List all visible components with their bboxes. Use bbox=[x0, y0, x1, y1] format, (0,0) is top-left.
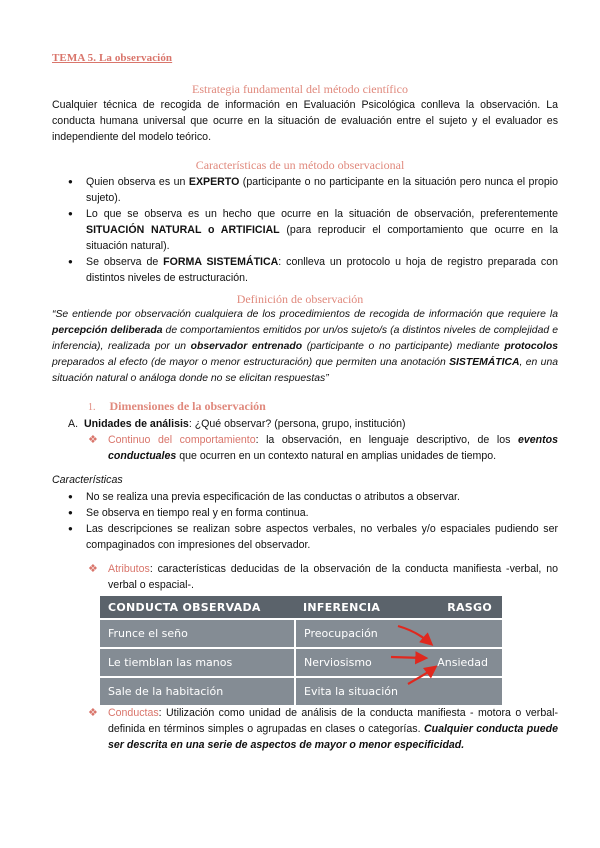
conducta-cell: Frunce el seño bbox=[100, 619, 295, 648]
atributos-paragraph: ❖ Atributos: características deducidas de la observación de la conducta manifiesta -verbal, no verbal o espacial-. bbox=[88, 563, 558, 591]
section-heading-definicion: Definición de observación bbox=[236, 292, 364, 306]
rasgo-cell: Ansiedad bbox=[437, 656, 488, 669]
header-rasgo: RASGO bbox=[447, 600, 492, 614]
table-header-row bbox=[100, 596, 502, 619]
numbered-heading-dimensiones: 1. Dimensiones de la observación bbox=[88, 399, 266, 413]
list-item: ● Lo que se observa es un hecho que ocurre en la situación de observación, preferentemente SITUACIÓN NATURAL o ARTIFICIAL (para reproducir el comportamiento que ocurre en la situación natural). bbox=[52, 206, 558, 254]
item-unidades-analisis: A. Unidades de análisis: ¿Qué observar? (persona, grupo, institución) bbox=[68, 418, 406, 430]
conducta-cell: Le tiemblan las manos bbox=[100, 648, 295, 677]
section-heading-caracteristicas: Características de un método observacional bbox=[195, 158, 405, 172]
section-heading-estrategia: Estrategia fundamental del método científico bbox=[192, 82, 408, 96]
conducta-cell: Sale de la habitación bbox=[100, 677, 295, 705]
inferencia-cell: Preocupación bbox=[295, 619, 502, 648]
definition-quote: “Se entiende por observación cualquiera de los procedimientos de recogida de información que requiere la percepción deliberada de comportamientos emitidos por un/os sujeto/s (a distintos niveles de complejidad e inferencia), realizada por un observador entrenado (participante o no participante) mediante protocolos preparados al efecto (de mayor o menor estructuración) que permiten una anotación SISTEMÁTICA, en una situación natural o análoga donde no se elicitan respuestas” bbox=[52, 309, 558, 384]
table-row bbox=[100, 677, 502, 705]
diamond-bullet-icon: ❖ bbox=[88, 707, 98, 719]
list-item: ● No se realiza una previa especificación de las conductas o atributos a observar. bbox=[52, 489, 558, 505]
table-row bbox=[100, 648, 502, 677]
inference-table bbox=[100, 596, 502, 705]
list-item: ● Quien observa es un EXPERTO (participante o no participante en la situación pero nunca el propio sujeto). bbox=[52, 174, 558, 206]
conductas-paragraph: ❖ Conductas: Utilización como unidad de análisis de la conducta manifiesta - motora o verbal- definida en términos simples o agrupadas en clases o categorías. Cualquier conducta puede ser descrita en una serie de aspectos de mayor o menor especificidad. bbox=[88, 707, 559, 751]
caracteristicas-list bbox=[52, 174, 558, 286]
continuo-caracteristicas-list bbox=[52, 489, 558, 553]
table-row bbox=[100, 619, 502, 648]
diamond-bullet-icon: ❖ bbox=[88, 563, 98, 575]
inferencia-cell: Nerviosismo Ansiedad bbox=[295, 648, 502, 677]
list-item: ● Se observa en tiempo real y en forma continua. bbox=[52, 505, 558, 521]
list-item: ● Las descripciones se realizan sobre aspectos verbales, no verbales y/o espaciales pudiendo ser compaginados con impresiones del observador. bbox=[52, 521, 558, 553]
list-item: ● Se observa de FORMA SISTEMÁTICA: conlleva un protocolo u hoja de registro preparada con distintos niveles de estructuración. bbox=[52, 254, 558, 286]
diamond-bullet-icon: ❖ bbox=[88, 434, 98, 446]
caracteristicas-label: Características bbox=[52, 474, 123, 486]
document-title: TEMA 5. La observación bbox=[52, 52, 173, 64]
continuo-paragraph: ❖ Continuo del comportamiento: la observación, en lenguaje descriptivo, de los eventos conductuales que ocurren en un contexto natural en amplias unidades de tiempo. bbox=[88, 434, 558, 462]
header-inferencia: INFERENCIA RASGO bbox=[295, 596, 502, 619]
header-conducta: CONDUCTA OBSERVADA bbox=[100, 596, 295, 619]
section-paragraph-estrategia: Cualquier técnica de recogida de información en Evaluación Psicológica conlleva la observación. La conducta humana universal que ocurre en la situación de evaluación entre el sujeto y el evaluador es independiente del modelo teórico. bbox=[52, 99, 558, 143]
inferencia-cell: Evita la situación bbox=[295, 677, 502, 705]
